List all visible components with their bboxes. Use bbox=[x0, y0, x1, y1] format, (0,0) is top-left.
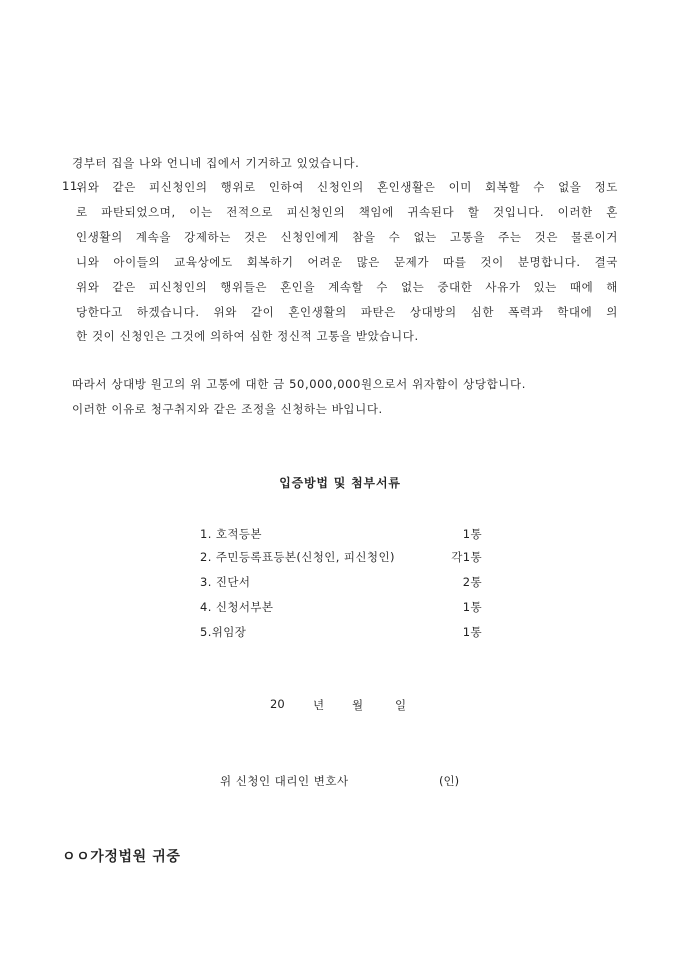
conclusion-line-1: 따라서 상대방 원고의 위 고통에 대한 금 50,000,000원으로서 위자함이 상당합니다. bbox=[72, 377, 526, 391]
conclusion-line-2: 이러한 이유로 청구취지와 같은 조정을 신청하는 바입니다. bbox=[72, 402, 383, 416]
attachment-name: 5.위임장 bbox=[200, 625, 247, 639]
attachment-name: 4. 신청서부본 bbox=[200, 600, 274, 614]
attachments-title: 입증방법 및 첨부서류 bbox=[279, 476, 401, 490]
attachment-name: 1. 호적등본 bbox=[200, 527, 262, 541]
item-11-line-2: 로 파탄되었으며, 이는 전적으로 피신청인의 책임에 귀속된다 할 것입니다. 이러한 혼 bbox=[76, 205, 618, 219]
attachment-name: 2. 주민등록표등본(신청인, 피신청인) bbox=[200, 550, 395, 564]
court-addressee: ㅇㅇ가정법원 귀중 bbox=[62, 849, 181, 865]
date-month-label: 월 bbox=[352, 698, 364, 712]
attachment-qty: 1통 bbox=[462, 527, 482, 541]
date-day-label: 일 bbox=[395, 698, 407, 712]
item-11-line-4: 니와 아이들의 교육상에도 회복하기 어려운 많은 문제가 따를 것이 분명합니다. 결국 bbox=[76, 255, 618, 269]
item-11-line-1: 위와 같은 피신청인의 행위로 인하여 신청인의 혼인생활은 이미 회복할 수 없을 정도 bbox=[76, 180, 618, 194]
item-11-line-3: 인생활의 계속을 강제하는 것은 신청인에게 참을 수 없는 고통을 주는 것은 물론이거 bbox=[76, 230, 618, 244]
item-11-number: 11. bbox=[62, 179, 83, 193]
item-11-line-6: 당한다고 하겠습니다. 위와 같이 혼인생활의 파탄은 상대방의 심한 폭력과 학대에 의 bbox=[76, 305, 618, 319]
attachment-qty: 2통 bbox=[462, 575, 482, 589]
paragraph-continuation: 경부터 집을 나와 언니네 집에서 기거하고 있었습니다. bbox=[72, 156, 360, 170]
attachment-qty: 1통 bbox=[462, 625, 482, 639]
date-year-prefix: 20 bbox=[270, 697, 285, 711]
attachment-qty: 각1통 bbox=[451, 550, 482, 564]
attachment-qty: 1통 bbox=[462, 600, 482, 614]
item-11-line-5: 위와 같은 피신청인의 행위들은 혼인을 계속할 수 없는 중대한 사유가 있는 때에 해 bbox=[76, 280, 618, 294]
date-year-label: 년 bbox=[313, 698, 325, 712]
attachment-name: 3. 진단서 bbox=[200, 575, 251, 589]
item-11-line-7: 한 것이 신청인은 그것에 의하여 심한 정신적 고통을 받았습니다. bbox=[76, 329, 419, 343]
signature-line: 위 신청인 대리인 변호사 bbox=[220, 774, 349, 788]
seal-mark: (인) bbox=[439, 774, 460, 788]
